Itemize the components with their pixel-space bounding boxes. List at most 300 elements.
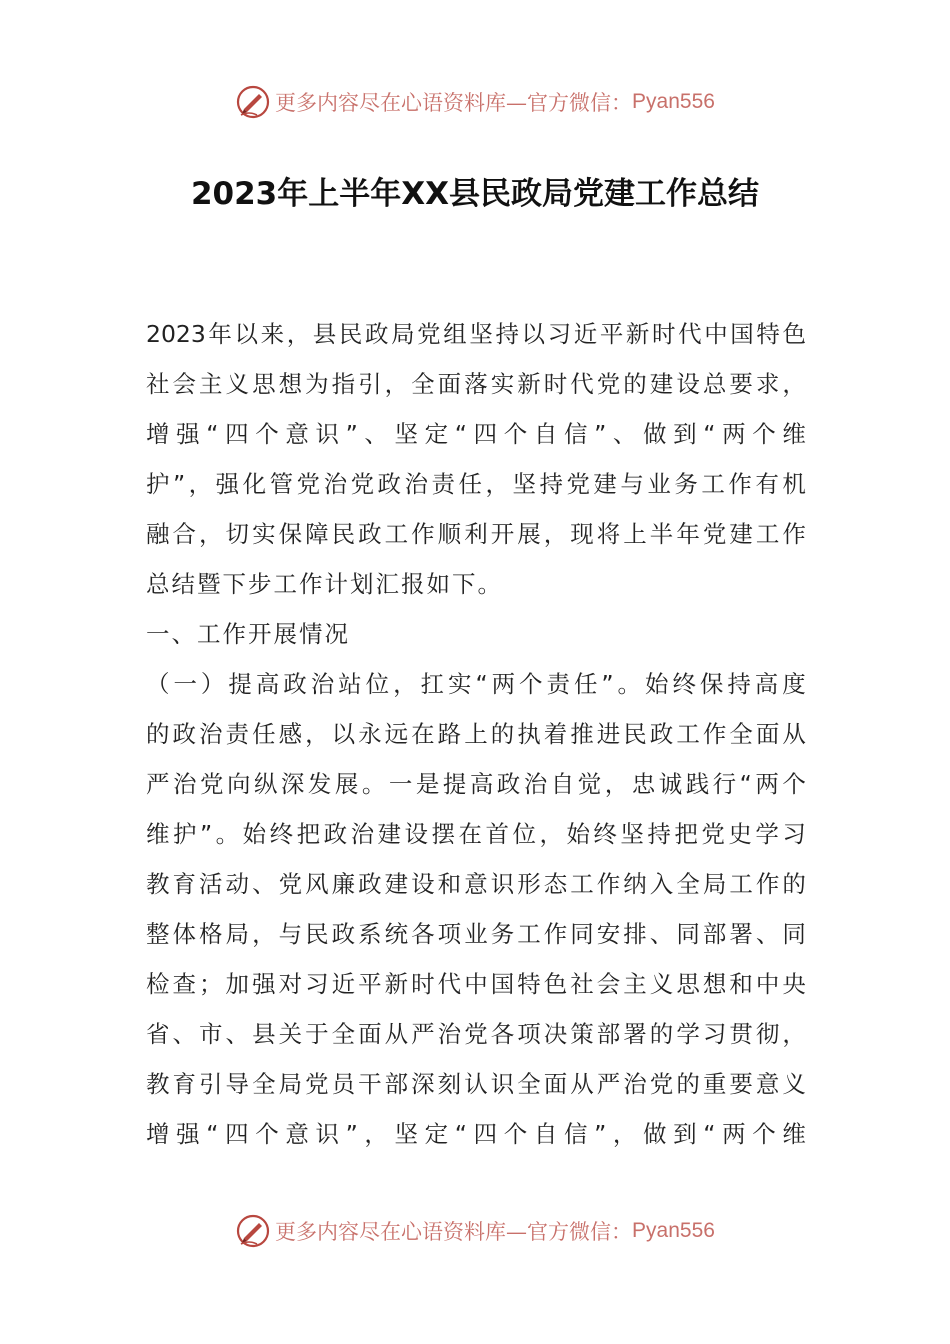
body-char: 作	[782, 520, 806, 548]
body-char: 个	[752, 420, 776, 448]
body-char: 思	[676, 970, 700, 998]
body-char: 廉	[331, 870, 356, 898]
body-line	[146, 964, 806, 1014]
body-char: 持	[647, 820, 671, 848]
body-char: 体	[172, 920, 197, 948]
body-char: 保	[278, 520, 303, 548]
body-char: 。	[361, 770, 386, 798]
body-char: 色	[782, 320, 806, 348]
body-char: 永	[358, 720, 382, 748]
body-char: 建	[384, 870, 409, 898]
body-char: 平	[358, 970, 382, 998]
body-char: 全	[729, 720, 753, 748]
body-char: 面	[755, 720, 780, 748]
body-char: 坚	[512, 470, 536, 498]
body-char: 态	[543, 870, 568, 898]
body-char: 切	[225, 520, 250, 548]
body-char: 维	[782, 420, 806, 448]
body-char: 社	[570, 970, 594, 998]
body-char: 维	[782, 1120, 806, 1148]
body-char: 严	[411, 1020, 435, 1048]
body-char: 。	[617, 670, 642, 698]
body-char: 政	[364, 320, 389, 348]
body-char: 合	[172, 520, 197, 548]
body-char: 学	[676, 1020, 700, 1048]
body-char: 持	[495, 320, 519, 348]
body-char: 增	[146, 1120, 170, 1148]
pen-logo-icon	[235, 1213, 271, 1249]
body-char: 要	[729, 1070, 753, 1098]
body-char: 中	[464, 970, 488, 998]
body-char: 想	[702, 970, 727, 998]
body-char: 着	[543, 720, 568, 748]
body-char: 以	[331, 720, 356, 748]
body-char: 提	[228, 670, 252, 698]
body-char: 建	[729, 520, 753, 548]
body-char: 工	[570, 870, 594, 898]
body-char: 以	[234, 320, 258, 348]
body-char: 意	[464, 870, 488, 898]
body-char: 统	[384, 920, 409, 948]
body-char: 护	[146, 470, 170, 498]
body-char: 坚	[394, 1120, 418, 1148]
body-char: 半	[649, 520, 674, 548]
body-char: ；	[199, 970, 223, 998]
body-char: 业	[464, 920, 488, 948]
body-char: 意	[755, 1070, 780, 1098]
body-char: 史	[728, 820, 752, 848]
pen-logo-icon	[235, 84, 271, 120]
body-char: 的	[146, 720, 170, 748]
body-char: 各	[411, 920, 435, 948]
body-char: 各	[490, 1020, 515, 1048]
body-char: 始	[242, 820, 267, 848]
body-char: 务	[674, 470, 698, 498]
body-char: 的	[676, 1070, 700, 1098]
body-char: 严	[596, 1070, 621, 1098]
body-char: ”	[594, 1120, 607, 1148]
body-char: 到	[673, 1120, 697, 1148]
body-char: 格	[199, 920, 223, 948]
body-char: 护	[172, 820, 197, 848]
body-char: 以	[521, 320, 546, 348]
body-char: 政	[283, 670, 307, 698]
body-char: 代	[437, 970, 462, 998]
footer-watermark	[0, 1211, 950, 1251]
body-char: 时	[411, 970, 435, 998]
body-char: 高	[255, 670, 280, 698]
body-char: 站	[338, 670, 362, 698]
body-char: 要	[729, 370, 753, 398]
body-char: 动	[225, 870, 250, 898]
body-char: 四	[473, 420, 498, 448]
body-char: 定	[424, 420, 449, 448]
body-char: 部	[702, 920, 727, 948]
watermark-text: 更多内容尽在心语资料库—官方微信：	[275, 1220, 633, 1244]
body-char: 同	[676, 920, 700, 948]
body-char: 纵	[253, 770, 278, 798]
body-char: ，	[604, 770, 629, 798]
body-char: 实	[490, 370, 515, 398]
body-char: 作	[543, 920, 568, 948]
body-char: 在	[458, 820, 482, 848]
body-char: 活	[199, 870, 223, 898]
body-char: 工	[701, 470, 725, 498]
body-char: 省	[146, 1020, 170, 1048]
body-char: 向	[226, 770, 251, 798]
body-char: 义	[649, 970, 674, 998]
body-char: 设	[404, 820, 429, 848]
body-char: 署	[729, 920, 753, 948]
body-char: 面	[437, 370, 462, 398]
body-char: 工	[384, 520, 409, 548]
body-char: 的	[490, 720, 515, 748]
body-char: 和	[437, 870, 462, 898]
body-char: 检	[146, 970, 170, 998]
body-char: ，	[543, 520, 568, 548]
body-char: 持	[539, 470, 563, 498]
body-char: 与	[620, 470, 644, 498]
body-char: 政	[323, 820, 348, 848]
body-char: “	[703, 1120, 716, 1148]
body-char: 、	[364, 420, 388, 448]
body-char: 高	[754, 670, 779, 698]
body-char: 项	[517, 1020, 541, 1048]
body-char: ）	[200, 670, 225, 698]
body-char: 发	[307, 770, 332, 798]
body-char: 党	[296, 470, 321, 498]
body-char: “	[454, 1120, 467, 1148]
body-char: 的	[649, 1020, 674, 1048]
body-char: 意	[285, 420, 309, 448]
body-char: ，	[364, 1120, 388, 1148]
body-char: 项	[437, 920, 462, 948]
body-char: “	[475, 670, 488, 698]
body-char: 个	[519, 670, 543, 698]
body-char: （	[146, 670, 170, 698]
body-line	[146, 414, 806, 464]
body-char: ”	[345, 1120, 358, 1148]
body-char: 局	[391, 320, 415, 348]
body-char: 工	[755, 520, 780, 548]
body-char: 诚	[658, 770, 683, 798]
body-char: 个	[782, 770, 806, 798]
body-char: 局	[225, 920, 250, 948]
body-char: ”	[199, 820, 213, 848]
body-char: 强	[215, 470, 240, 498]
body-char: 、	[755, 920, 780, 948]
body-char: 深	[411, 1070, 435, 1098]
body-char: 治	[323, 470, 348, 498]
body-char: 教	[146, 1070, 170, 1098]
body-char: “	[739, 770, 752, 798]
body-char: 工	[676, 720, 700, 748]
body-char: ，	[612, 1120, 637, 1148]
body-char: ”	[172, 470, 186, 498]
body-char: 部	[384, 1070, 409, 1098]
body-char: 于	[305, 1020, 329, 1048]
body-char: 利	[464, 520, 488, 548]
body-char: 推	[570, 720, 594, 748]
body-char: 坚	[394, 420, 418, 448]
body-line	[146, 464, 806, 514]
body-char: 彻	[755, 1020, 780, 1048]
body-char: 始	[644, 670, 669, 698]
body-char: 加	[225, 970, 250, 998]
body-char: 四	[225, 1120, 249, 1148]
body-char: 民	[338, 320, 363, 348]
body-char: 全	[411, 370, 435, 398]
body-char: 高	[469, 770, 494, 798]
body-char: 度	[782, 670, 806, 698]
body-char: 教	[146, 870, 170, 898]
body-char: 位	[512, 820, 536, 848]
body-char: 会	[596, 970, 621, 998]
body-char: 到	[673, 420, 697, 448]
body-char: 央	[782, 970, 806, 998]
body-char: 局	[702, 870, 727, 898]
body-char: ，	[485, 470, 509, 498]
body-char: 开	[490, 520, 515, 548]
body-char: 是	[415, 770, 440, 798]
body-char: 的	[782, 870, 806, 898]
watermark-wechat-id: Pyan556	[632, 1219, 715, 1242]
body-char: 政	[331, 920, 356, 948]
body-char: 党	[417, 320, 441, 348]
body-char: 。	[215, 820, 240, 848]
body-char: 入	[649, 870, 674, 898]
body-char: 机	[782, 470, 806, 498]
body-char: 纳	[623, 870, 647, 898]
body-char: 查	[172, 970, 197, 998]
body-char: 觉	[577, 770, 602, 798]
body-char: 个	[503, 1120, 528, 1148]
body-char: 同	[782, 920, 806, 948]
body-char: 治	[437, 1020, 462, 1048]
body-char: 社	[146, 370, 170, 398]
body-char: 严	[146, 770, 170, 798]
body-char: 感	[278, 720, 303, 748]
body-char: 终	[672, 670, 696, 698]
body-char: 干	[358, 1070, 382, 1098]
body-char: 一	[388, 770, 413, 798]
body-char: 面	[358, 1020, 382, 1048]
body-char: 认	[464, 1070, 488, 1098]
body-line	[146, 914, 806, 964]
body-char: 上	[464, 720, 488, 748]
body-char: 作	[596, 870, 621, 898]
body-char: 从	[384, 1020, 409, 1048]
body-char: 识	[315, 420, 339, 448]
body-char: 有	[755, 470, 779, 498]
body-char: 系	[358, 920, 382, 948]
body-char: 识	[490, 870, 515, 898]
body-char: ，	[782, 370, 806, 398]
body-char: 政	[172, 720, 197, 748]
body-char: 深	[280, 770, 305, 798]
body-char: 维	[146, 820, 170, 848]
body-char: 全	[517, 1070, 541, 1098]
body-char: 行	[712, 770, 737, 798]
body-char: 色	[543, 970, 568, 998]
body-char: 时	[652, 320, 676, 348]
body-char: 面	[543, 1070, 568, 1098]
body-char: 形	[517, 870, 541, 898]
body-char: 主	[199, 370, 223, 398]
body-char: 民	[623, 720, 647, 748]
body-char: 、	[225, 1020, 250, 1048]
body-char: 坚	[620, 820, 644, 848]
body-char: 排	[623, 920, 647, 948]
body-char: 治	[523, 770, 548, 798]
body-char: 将	[596, 520, 621, 548]
body-char: 实	[447, 670, 472, 698]
body-char: 作	[728, 470, 752, 498]
body-char: 自	[533, 1120, 558, 1148]
body-char: 政	[358, 870, 382, 898]
body-char: 育	[172, 870, 197, 898]
body-char: 来	[260, 320, 285, 348]
body-line	[146, 714, 806, 764]
body-char: 责	[431, 470, 456, 498]
body-char: 安	[596, 920, 621, 948]
body-char: 识	[490, 1070, 515, 1098]
body-char: 政	[649, 720, 674, 748]
body-char: 党	[199, 770, 224, 798]
body-char: 治	[172, 770, 197, 798]
body-char: 思	[252, 370, 276, 398]
body-char: 四	[225, 420, 249, 448]
body-char: 强	[176, 420, 200, 448]
body-char: 重	[702, 1070, 727, 1098]
body-char: 强	[176, 1120, 200, 1148]
body-char: 落	[464, 370, 488, 398]
section-heading: 一、工作开展情况	[146, 620, 350, 648]
body-char: 自	[550, 770, 575, 798]
body-char: 忠	[631, 770, 656, 798]
body-char: 市	[199, 1020, 223, 1048]
body-char: 设	[676, 370, 700, 398]
body-char: 管	[269, 470, 294, 498]
body-char: 育	[172, 1070, 197, 1098]
body-char: 把	[296, 820, 321, 848]
body-char: 现	[570, 520, 594, 548]
body-char: 顺	[437, 520, 462, 548]
body-char: ，	[384, 370, 409, 398]
body-char: 义	[225, 370, 250, 398]
body-char: 定	[424, 1120, 449, 1148]
body-char: 整	[146, 920, 170, 948]
body-char: 部	[596, 1020, 621, 1048]
body-char: 代	[678, 320, 702, 348]
body-line	[146, 364, 806, 414]
body-char: 习	[305, 970, 329, 998]
body-char: 作	[755, 870, 780, 898]
body-char: 县	[252, 1020, 276, 1048]
body-line	[146, 664, 806, 714]
body-char: 想	[278, 370, 303, 398]
body-char: 同	[570, 920, 594, 948]
body-char: 会	[172, 370, 197, 398]
body-char: 责	[225, 720, 250, 748]
body-line	[146, 814, 806, 864]
body-char: 首	[485, 820, 509, 848]
body-char: 摆	[431, 820, 456, 848]
body-char: 任	[458, 470, 482, 498]
body-char: “	[206, 420, 219, 448]
body-char: 业	[647, 470, 671, 498]
body-char: 治	[199, 720, 223, 748]
body-char: 习	[782, 820, 806, 848]
body-char: 提	[442, 770, 467, 798]
body-char: 决	[543, 1020, 568, 1048]
body-char: 党	[566, 470, 590, 498]
body-char: 中	[755, 970, 780, 998]
body-char: 作	[702, 720, 727, 748]
body-char: 义	[782, 1070, 806, 1098]
body-char: 任	[252, 720, 276, 748]
body-char: 做	[643, 420, 667, 448]
body-char: 特	[517, 970, 541, 998]
body-char: 新	[517, 370, 541, 398]
body-char: 始	[566, 820, 590, 848]
body-char: 贯	[729, 1020, 753, 1048]
body-char: 风	[305, 870, 329, 898]
body-char: 员	[331, 1070, 356, 1098]
body-char: ，	[286, 320, 311, 348]
body-char: 平	[599, 320, 624, 348]
body-char: ，	[782, 1020, 806, 1048]
body-line	[146, 764, 806, 814]
body-char: 建	[377, 820, 402, 848]
body-char: 远	[384, 720, 409, 748]
body-char: 信	[563, 1120, 588, 1148]
body-char: 导	[225, 1070, 250, 1098]
body-char: 执	[517, 720, 541, 748]
body-char: 建	[649, 370, 674, 398]
body-char: 建	[593, 470, 617, 498]
body-char: 党	[649, 1070, 674, 1098]
body-char: 中	[704, 320, 728, 348]
body-char: 全	[676, 870, 700, 898]
body-char: 党	[596, 370, 621, 398]
body-line: 总结暨下步工作计划汇报如下。	[146, 570, 503, 598]
body-char: 自	[533, 420, 558, 448]
document-title: 2023年上半年XX县民政局党建工作总结	[190, 176, 760, 212]
body-char: 党	[702, 520, 727, 548]
body-char: 近	[331, 970, 356, 998]
body-char: 党	[350, 470, 375, 498]
body-char: 新	[384, 970, 409, 998]
body-char: ”	[594, 420, 607, 448]
body-char: 个	[255, 1120, 279, 1148]
body-char: 责	[546, 670, 570, 698]
body-char: ，	[305, 720, 329, 748]
document-body	[146, 314, 806, 1164]
body-char: 个	[255, 420, 279, 448]
body-char: 坚	[469, 320, 493, 348]
body-char: 关	[278, 1020, 303, 1048]
body-char: 政	[358, 520, 382, 548]
body-char: 治	[310, 670, 335, 698]
body-char: 党	[278, 870, 303, 898]
body-char: ，	[188, 470, 213, 498]
body-char: 作	[411, 520, 435, 548]
body-char: ，	[199, 520, 223, 548]
body-char: 终	[269, 820, 294, 848]
body-char: 融	[146, 520, 170, 548]
body-char: 、	[649, 920, 674, 948]
